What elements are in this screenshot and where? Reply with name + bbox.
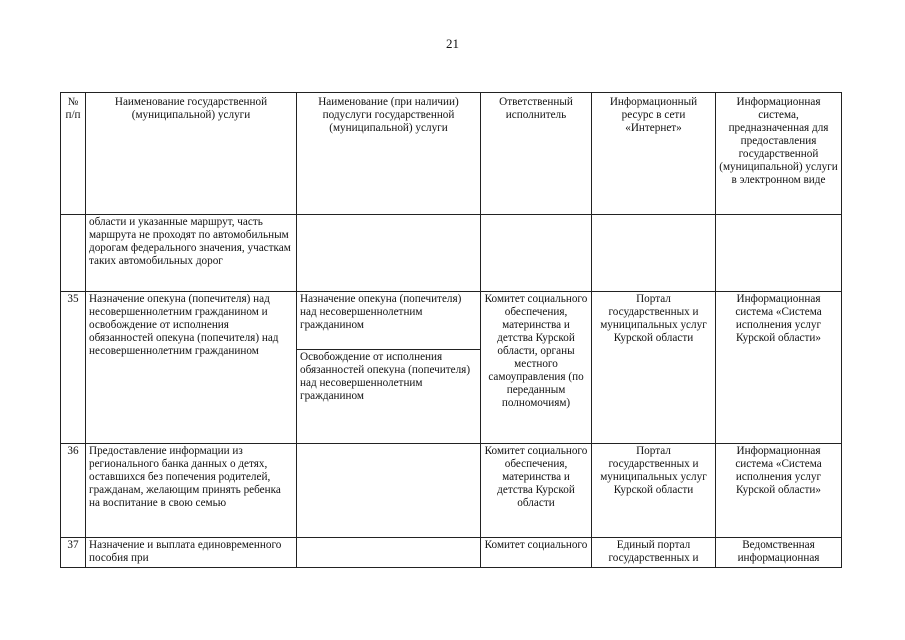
row-system: Информационная система «Система исполнения услуг Курской области» xyxy=(716,292,842,444)
row-num xyxy=(61,215,86,292)
subservice-item: Назначение опекуна (попечителя) над несовершеннолетним гражданином xyxy=(297,292,480,350)
header-resource: Информационный ресурс в сети «Интернет» xyxy=(592,93,716,215)
services-table xyxy=(60,92,842,568)
row-executor: Комитет социального xyxy=(481,538,592,568)
table-row xyxy=(61,215,842,292)
table-row xyxy=(61,444,842,538)
page-number: 21 xyxy=(446,36,459,51)
row-resource: Единый портал государственных и xyxy=(592,538,716,568)
header-num: № п/п xyxy=(61,93,86,215)
header-service: Наименование государственной (муниципальной) услуги xyxy=(86,93,297,215)
row-resource: Портал государственных и муниципальных услуг Курской области xyxy=(592,444,716,538)
row-num: 35 xyxy=(61,292,86,444)
subservice-item: Освобождение от исполнения обязанностей опекуна (попечителя) над несовершеннолетним гражданином xyxy=(300,351,471,402)
table-row xyxy=(61,538,842,568)
row-executor xyxy=(481,215,592,292)
row-num: 36 xyxy=(61,444,86,538)
row-resource xyxy=(592,215,716,292)
row-subservice xyxy=(297,538,481,568)
row-executor: Комитет социального обеспечения, материнства и детства Курской области, органы местного самоуправления (по переданным полномочиям) xyxy=(481,292,592,444)
row-service: Назначение опекуна (попечителя) над несовершеннолетним гражданином и освобождение от исполнения обязанностей опекуна (попечителя) над несовершеннолетним гражданином xyxy=(86,292,297,444)
header-executor: Ответственный исполнитель xyxy=(481,93,592,215)
header-system: Информационная система, предназначенная для предоставления государственной (муниципальной) услуги в электронном виде xyxy=(716,93,842,215)
row-num: 37 xyxy=(61,538,86,568)
row-service: области и указанные маршрут, часть маршрута не проходят по автомобильным дорогам федерального значения, участкам таких автомобильных дорог xyxy=(86,215,297,292)
table-row xyxy=(61,292,842,444)
row-subservice xyxy=(297,292,481,444)
row-subservice xyxy=(297,444,481,538)
row-service: Предоставление информации из регионального банка данных о детях, оставшихся без попечения родителей, гражданам, желающим принять ребенка на воспитание в свою семью xyxy=(86,444,297,538)
row-service: Назначение и выплата единовременного пособия при xyxy=(86,538,297,568)
header-subservice: Наименование (при наличии) подуслуги государственной (муниципальной) услуги xyxy=(297,93,481,215)
row-executor: Комитет социального обеспечения, материнства и детства Курской области xyxy=(481,444,592,538)
row-system xyxy=(716,215,842,292)
row-system: Ведомственная информационная xyxy=(716,538,842,568)
row-resource: Портал государственных и муниципальных услуг Курской области xyxy=(592,292,716,444)
row-subservice xyxy=(297,215,481,292)
table-header-row xyxy=(61,93,842,215)
row-system: Информационная система «Система исполнения услуг Курской области» xyxy=(716,444,842,538)
